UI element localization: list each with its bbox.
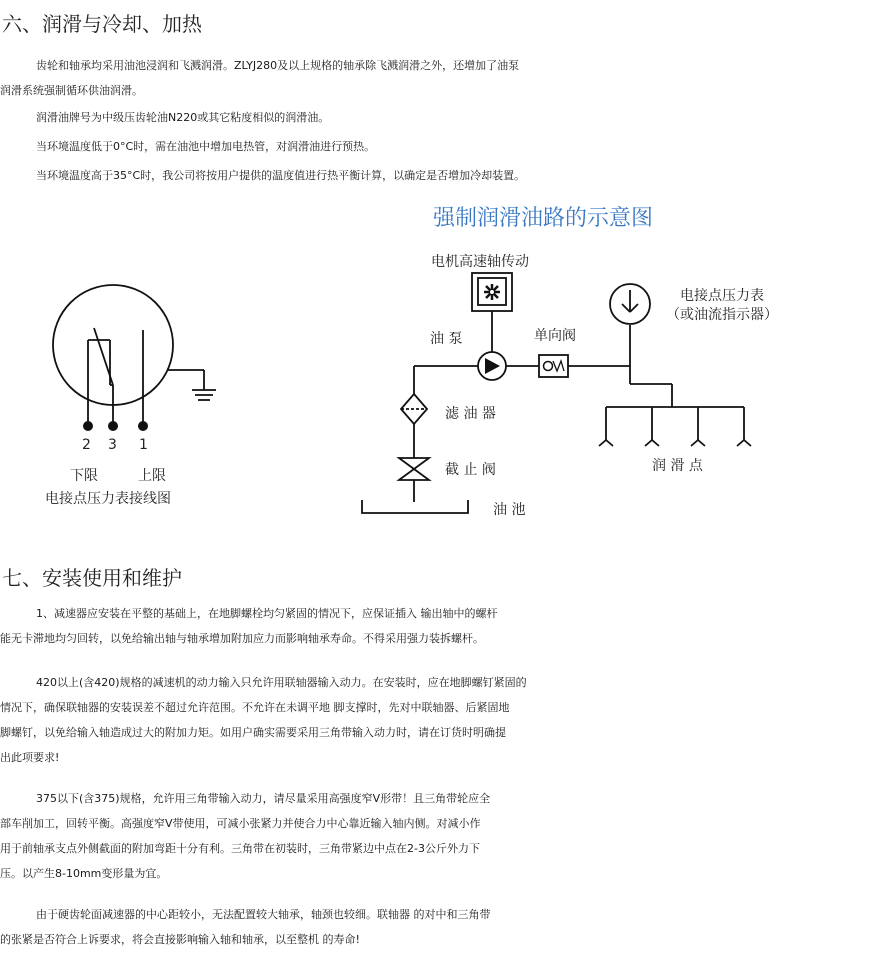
stop-valve-label: 截 止 阀 [445,462,496,478]
tank-icon [362,500,468,513]
stop-valve-icon [399,458,429,480]
section7-paragraph-3 [0,786,868,886]
lower-limit-label: 下限 [70,468,98,484]
text-line: 用于前轴承支点外侧截面的附加弯距十分有利。三角带在初装时，三角带紧边中点在2-3公斤外力下 [0,842,480,855]
wiring-caption: 电接点压力表接线图 [45,491,171,507]
text-line: 润滑系统强制循环供油润滑。 [0,84,143,97]
gauge-label: 电接点压力表 [680,288,764,304]
text-line: 压。以产生8-10mm变形量为宜。 [0,867,168,880]
text-line: 1、减速器应安装在平整的基础上，在地脚螺栓均匀紧固的情况下，应保证插入 输出轴中的螺杆 [36,607,498,620]
pump-label: 油 泵 [430,331,463,347]
text-line: 润滑油牌号为中级压齿轮油N220或其它粘度相似的润滑油。 [36,111,330,124]
section7-paragraph-1 [0,601,868,651]
section6-heading: 六、润滑与冷却、加热 [2,12,202,36]
section7-heading: 七、安装使用和维护 [2,566,182,590]
text-line: 情况下，确保联轴器的安装误差不超过允许范围。不允许在未调平地 脚支撑时，先对中联轴器、后紧固地 [0,701,510,714]
terminal-1 [138,421,148,431]
text-line: 375以下(含375)规格，允许用三角带输入动力，请尽量采用高强度窄V形带！且三角带轮应全 [36,792,491,805]
text-line: 能无卡滞地均匀回转，以免给输出轴与轴承增加附加应力而影响轴承寿命。不得采用强力装拆螺杆。 [0,632,484,645]
terminal-2-label: 2 [82,437,91,453]
terminal-3-label: 3 [108,437,117,453]
terminal-3 [108,421,118,431]
diagram-title: 强制润滑油路的示意图 [433,206,654,231]
text-line: 当环境温度高于35°C时，我公司将按用户提供的温度值进行热平衡计算，以确定是否增加冷却装置。 [36,169,526,182]
text-line: 当环境温度低于0°C时，需在油池中增加电热管，对润滑油进行预热。 [36,140,376,153]
upper-limit-label: 上限 [138,468,166,484]
text-line: 的张紧是否符合上诉要求，将会直接影响输入轴和轴承，以至整机 的寿命! [0,933,360,946]
section7-paragraph-4 [0,902,868,952]
filter-label: 滤 油 器 [445,406,496,422]
text-line: 齿轮和轴承均采用油池浸润和飞溅润滑。ZLYJ280及以上规格的轴承除飞溅润滑之外，还增加了油泵 [36,59,520,72]
section7-paragraph-2 [0,670,868,770]
gauge-label-2: （或油流指示器） [666,307,778,323]
lubrication-points-label: 润 滑 点 [652,458,703,474]
motor-label: 电机高速轴传动 [431,254,529,270]
terminal-1-label: 1 [139,437,148,453]
terminal-2 [83,421,93,431]
text-line: 出此项要求! [0,751,60,764]
text-line: 部车削加工，回转平衡。高强度窄V带使用，可减小张紧力并使合力中心靠近输入轴内侧。对减小作 [0,817,481,830]
text-line: 脚螺钉，以免给输入轴造成过大的附加力矩。如用户确实需要采用三角带输入动力时，请在订货时明确提 [0,726,506,739]
text-line: 由于硬齿轮面减速器的中心距较小，无法配置较大轴承，轴颈也较细。联轴器 的对中和三角带 [36,908,491,921]
text-line: 420以上(含420)规格的减速机的动力输入只允许用联轴器输入动力。在安装时，应在地脚螺钉紧固的 [36,676,527,689]
tank-label: 油 池 [493,502,526,518]
check-valve-label: 单向阀 [534,328,576,344]
